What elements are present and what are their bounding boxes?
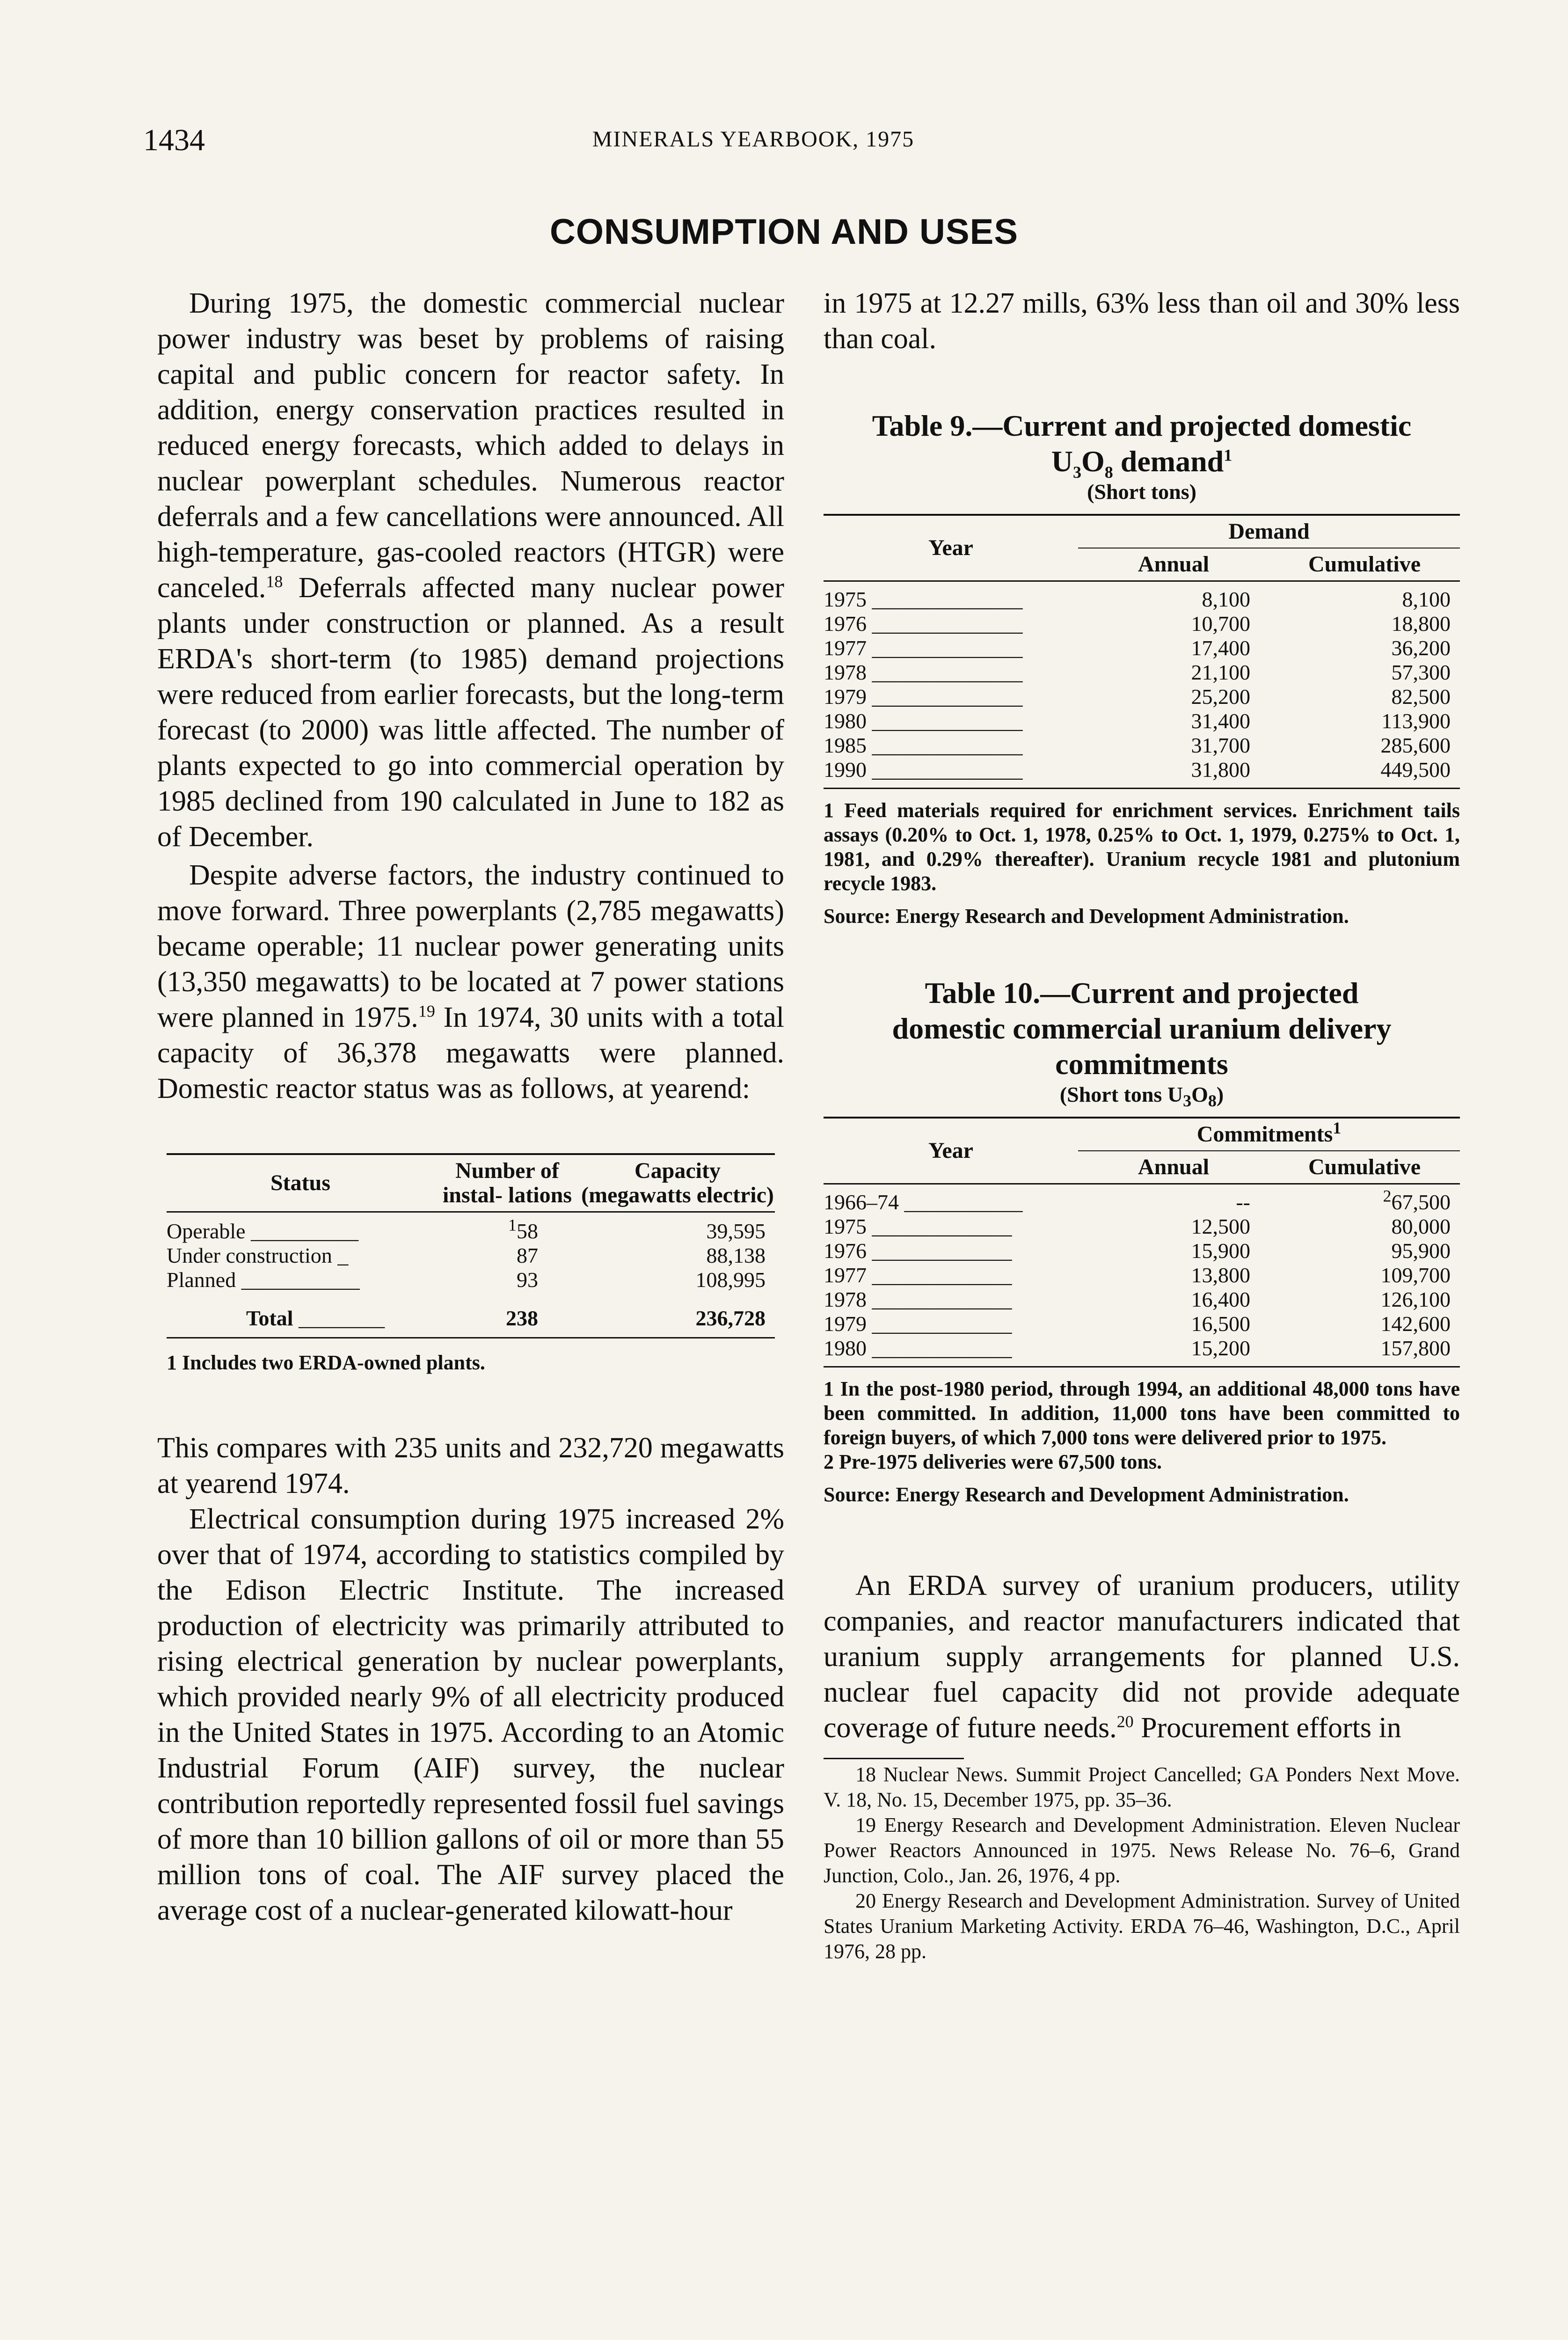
paragraph-continued: in 1975 at 12.27 mills, 63% less than oil and 30% less than coal. bbox=[824, 287, 1460, 355]
total-row bbox=[167, 1306, 775, 1331]
footnote-ref: 2 bbox=[1383, 1186, 1392, 1206]
cell-year: 1976 bbox=[824, 612, 867, 636]
total-number: 238 bbox=[506, 1306, 538, 1330]
col-status: Status bbox=[270, 1170, 331, 1195]
cell-number: 93 bbox=[517, 1268, 538, 1292]
t10-sub-o: O bbox=[1191, 1082, 1208, 1106]
leader-dots: ______________ bbox=[867, 636, 1023, 660]
cell-year: 1980 bbox=[824, 709, 867, 733]
footnote-ref: 1 bbox=[1333, 1119, 1342, 1137]
cell-annual: 16,400 bbox=[1191, 1287, 1250, 1311]
cell-annual: 15,900 bbox=[1191, 1239, 1250, 1263]
leader-dots: ______________ bbox=[867, 758, 1023, 782]
cell-cumulative: 113,900 bbox=[1381, 709, 1451, 733]
cell-annual: 12,500 bbox=[1191, 1214, 1250, 1238]
table-10-title: Table 10.—Current and projected domestic commercial uranium delivery commitments bbox=[892, 976, 1392, 1081]
footnote-ref-18: 18 bbox=[266, 572, 283, 591]
t9-sub-3: 3 bbox=[1072, 462, 1081, 482]
t10-sub-pre: (Short tons U bbox=[1059, 1082, 1183, 1106]
cell-annual: 31,400 bbox=[1191, 709, 1250, 733]
table-row bbox=[824, 709, 1460, 733]
footnote-ref-19: 19 bbox=[418, 1002, 435, 1021]
right-column bbox=[824, 285, 1460, 1964]
footnote-19: 19 Energy Research and Development Administration. Eleven Nuclear Power Reactors Announced in 1975. News Release No. 76–6, Grand Junction, Colo., Jan. 26, 1976, 4 pp. bbox=[824, 1814, 1460, 1887]
t10-sub-3: 3 bbox=[1183, 1091, 1192, 1111]
table-row bbox=[824, 685, 1460, 709]
cell-year: 1979 bbox=[824, 1312, 867, 1336]
leader-dots: __________ bbox=[245, 1219, 359, 1243]
table-row bbox=[824, 1214, 1460, 1239]
cell-cumulative: 82,500 bbox=[1391, 685, 1451, 709]
page-header bbox=[0, 123, 1568, 165]
footnote-ref: 1 bbox=[1224, 446, 1233, 465]
table-row bbox=[824, 758, 1460, 782]
table-10-footnote-2: 2 Pre-1975 deliveries were 67,500 tons. bbox=[824, 1450, 1162, 1473]
cell-cumulative: 157,800 bbox=[1380, 1336, 1451, 1360]
leader-dots: ______________ bbox=[867, 660, 1023, 684]
cell-capacity: 39,595 bbox=[706, 1219, 766, 1243]
cell-annual: 15,200 bbox=[1191, 1336, 1250, 1360]
table-row bbox=[824, 1336, 1460, 1360]
cell-annual: 31,800 bbox=[1191, 758, 1250, 782]
cell-annual: 25,200 bbox=[1191, 685, 1250, 709]
status-table-block bbox=[157, 1153, 784, 1375]
cell-cumulative: 36,200 bbox=[1391, 636, 1451, 660]
table-9-block bbox=[824, 408, 1460, 929]
paragraph-2-text-a: Despite adverse factors, the industry continued to move forward. Three powerplants (2,785 megawatts) became operable; 11 nuclear power generating units (13,350 megawatts) to be located at 7 power stations were planned in 1975. bbox=[157, 859, 784, 1033]
t9-sub-8: 8 bbox=[1104, 462, 1113, 482]
footnote-20: 20 Energy Research and Development Administration. Survey of United States Uranium Marketing Activity. ERDA 76–46, Washington, D.C., April 1976, 28 pp. bbox=[824, 1889, 1460, 1963]
footnote-ref-20: 20 bbox=[1116, 1712, 1134, 1731]
paragraph-5-text-a: An ERDA survey of uranium producers, utility companies, and reactor manufacturers indicated that uranium supply arrangements for planned U.S. nuclear fuel capacity did not provide adequate coverage of future needs. bbox=[824, 1570, 1460, 1744]
table-row bbox=[824, 1263, 1460, 1287]
cell-annual: 16,500 bbox=[1191, 1312, 1250, 1336]
cell-capacity: 88,138 bbox=[706, 1243, 766, 1267]
cell-capacity: 108,995 bbox=[695, 1268, 766, 1292]
table-row bbox=[167, 1243, 775, 1268]
cell-annual: 8,100 bbox=[1202, 587, 1250, 611]
cell-annual: -- bbox=[1236, 1190, 1250, 1214]
col-number: Number of instal- lations bbox=[442, 1158, 572, 1207]
status-table-header bbox=[167, 1154, 775, 1212]
leader-dots: _____________ bbox=[867, 1239, 1012, 1263]
paragraph-1-text-b: Deferrals affected many nuclear power plants under construction or planned. As a result ERDA's short-term (to 1985) demand projections were reduced from earlier forecasts, but the long-term forecast (to 2000) was little affected. The number of plants expected to go into commercial operation by 1985 declined from 190 calculated in June to 182 as of December. bbox=[157, 572, 784, 853]
t10-sub-post: ) bbox=[1216, 1082, 1224, 1106]
footnotes bbox=[824, 1762, 1460, 1964]
row-label: Operable bbox=[167, 1219, 246, 1243]
table-row bbox=[824, 660, 1460, 685]
table-row bbox=[824, 1239, 1460, 1263]
table-9-body bbox=[824, 581, 1460, 789]
total-label: Total bbox=[246, 1306, 293, 1330]
table-row bbox=[824, 1312, 1460, 1336]
cell-year: 1990 bbox=[824, 758, 867, 782]
cell-annual: 21,100 bbox=[1191, 660, 1250, 684]
paragraph-1 bbox=[157, 285, 784, 855]
cell-year: 1966–74 bbox=[824, 1190, 899, 1214]
table-10 bbox=[824, 1117, 1460, 1367]
cell-annual: 13,800 bbox=[1191, 1263, 1250, 1287]
col-group-demand: Demand bbox=[1078, 515, 1460, 548]
table-row bbox=[824, 1190, 1460, 1214]
table-10-footnote-1: 1 In the post-1980 period, through 1994, an additional 48,000 tons have been committed. In addition, 11,000 tons have been committed to foreign buyers, of which 7,000 tons were delivered prior to 1975. bbox=[824, 1377, 1460, 1449]
table-9-footnote: 1 Feed materials required for enrichment services. Enrichment tails assays (0.20% to Oct. 1, 1978, 0.25% to Oct. 1, 1979, 0.275% to Oct. 1, 1981, and 0.29% thereafter). Uranium recycle 1981 and plutonium recycle 1983. bbox=[824, 799, 1460, 895]
cell-year: 1985 bbox=[824, 733, 867, 757]
t9-o: O bbox=[1081, 445, 1105, 478]
t10-sub-8: 8 bbox=[1208, 1091, 1217, 1111]
cell-cumulative: 109,700 bbox=[1380, 1263, 1451, 1287]
col-capacity: Capacity (megawatts electric) bbox=[581, 1158, 774, 1207]
cell-year: 1980 bbox=[824, 1336, 867, 1360]
cell-annual: 10,700 bbox=[1191, 612, 1250, 636]
table-9-source: Source: Energy Research and Development Administration. bbox=[824, 905, 1349, 928]
cell-year: 1975 bbox=[824, 587, 867, 611]
table-row bbox=[824, 1287, 1460, 1312]
leader-dots: _____________ bbox=[867, 1287, 1012, 1311]
leader-dots: ______________ bbox=[867, 612, 1023, 636]
col-group-commitments bbox=[1078, 1118, 1460, 1151]
cell-cumulative: 18,800 bbox=[1391, 612, 1451, 636]
col-cumulative: Cumulative bbox=[1308, 1155, 1421, 1179]
leader-dots: ________ bbox=[293, 1306, 385, 1330]
status-table-footnote: 1 Includes two ERDA-owned plants. bbox=[167, 1351, 485, 1374]
table-row bbox=[824, 612, 1460, 636]
leader-dots: ___________ bbox=[236, 1268, 360, 1292]
paragraph-4: Electrical consumption during 1975 increased 2% over that of 1974, according to statistics compiled by the Edison Electric Institute. The increased production of electricity was primarily attributed to rising electrical generation by nuclear powerplants, which provided nearly 9% of all electricity produced in the United States in 1975. According to an Atomic Industrial Forum (AIF) survey, the nuclear contribution reportedly represented fossil fuel savings of more than 10 billion gallons of oil or more than 55 million tons of coal. The AIF survey placed the average cost of a nuclear-generated kilowatt-hour bbox=[157, 1503, 784, 1926]
leader-dots: ______________ bbox=[867, 733, 1023, 757]
cell-year: 1979 bbox=[824, 685, 867, 709]
t9-demand: demand bbox=[1113, 445, 1224, 478]
cell-cumulative: 126,100 bbox=[1380, 1287, 1451, 1311]
section-title: CONSUMPTION AND USES bbox=[549, 212, 1019, 252]
cell-cumulative: 57,300 bbox=[1391, 660, 1451, 684]
cell-number: 58 bbox=[517, 1219, 538, 1243]
cell-cumulative: 8,100 bbox=[1402, 587, 1451, 611]
cell-annual: 31,700 bbox=[1191, 733, 1250, 757]
col-annual: Annual bbox=[1138, 552, 1210, 577]
table-9-title-line-2 bbox=[824, 444, 1460, 482]
table-row bbox=[167, 1219, 775, 1243]
leader-dots: ______________ bbox=[867, 709, 1023, 733]
col-annual: Annual bbox=[1138, 1155, 1210, 1179]
cell-annual: 17,400 bbox=[1191, 636, 1250, 660]
running-head: MINERALS YEARBOOK, 1975 bbox=[592, 127, 915, 152]
footnote-divider bbox=[824, 1758, 964, 1759]
table-9-subtitle: (Short tons) bbox=[1087, 480, 1196, 504]
table-row bbox=[824, 587, 1460, 612]
total-capacity: 236,728 bbox=[695, 1306, 766, 1330]
cell-number: 87 bbox=[517, 1243, 538, 1267]
cell-year: 1978 bbox=[824, 660, 867, 684]
cell-year: 1976 bbox=[824, 1239, 867, 1263]
paragraph-3: This compares with 235 units and 232,720 megawatts at yearend 1974. bbox=[157, 1432, 784, 1499]
status-table bbox=[167, 1153, 775, 1338]
leader-dots: _____________ bbox=[867, 1263, 1012, 1287]
footnote-18: 18 Nuclear News. Summit Project Cancelled; GA Ponders Next Move. V. 18, No. 15, December 1975, pp. 35–36. bbox=[824, 1763, 1460, 1811]
table-10-block bbox=[824, 975, 1460, 1507]
table-10-body bbox=[824, 1184, 1460, 1367]
table-9-title-line-1: Table 9.—Current and projected domestic bbox=[872, 409, 1412, 442]
leader-dots: _____________ bbox=[867, 1336, 1012, 1360]
col-year: Year bbox=[824, 1118, 1078, 1184]
paragraph-2-text-b: In 1974, 30 units with a total capacity of 36,378 megawatts were planned. Domestic reactor status was as follows, at yearend: bbox=[157, 1002, 784, 1104]
row-label: Planned bbox=[167, 1268, 236, 1292]
leader-dots: ______________ bbox=[867, 685, 1023, 709]
t9-u: U bbox=[1051, 445, 1073, 478]
table-row bbox=[824, 733, 1460, 758]
table-row bbox=[824, 636, 1460, 660]
row-label: Under construction bbox=[167, 1243, 332, 1267]
paragraph-2 bbox=[157, 857, 784, 1106]
paragraph-5 bbox=[824, 1568, 1460, 1746]
paragraph-1-text-a: During 1975, the domestic commercial nuclear power industry was beset by problems of raising capital and public concern for reactor safety. In addition, energy conservation practices resulted in reduced energy forecasts, which added to delays in nuclear powerplant schedules. Numerous reactor deferrals and a few cancellations were announced. All high-temperature, gas-cooled reactors (HTGR) were canceled. bbox=[157, 287, 784, 604]
paragraph-5-text-b: Procurement efforts in bbox=[1133, 1712, 1401, 1744]
leader-dots: ______________ bbox=[867, 587, 1023, 611]
cell-cumulative: 449,500 bbox=[1380, 758, 1451, 782]
table-10-source: Source: Energy Research and Development Administration. bbox=[824, 1483, 1349, 1506]
leader-dots: ___________ bbox=[899, 1190, 1023, 1214]
page-number: 1434 bbox=[143, 123, 205, 157]
cell-cumulative: 80,000 bbox=[1391, 1214, 1451, 1238]
cell-year: 1978 bbox=[824, 1287, 867, 1311]
cell-year: 1977 bbox=[824, 1263, 867, 1287]
col-year: Year bbox=[824, 515, 1078, 581]
table-row bbox=[167, 1268, 775, 1292]
leader-dots: _____________ bbox=[867, 1214, 1012, 1238]
cell-cumulative: 285,600 bbox=[1380, 733, 1451, 757]
left-column bbox=[157, 285, 784, 1928]
cell-cumulative: 142,600 bbox=[1380, 1312, 1451, 1336]
leader-dots: _____________ bbox=[867, 1312, 1012, 1336]
cell-year: 1975 bbox=[824, 1214, 867, 1238]
cell-cumulative: 95,900 bbox=[1391, 1239, 1451, 1263]
leader-dots: _ bbox=[332, 1243, 349, 1267]
col-cumulative: Cumulative bbox=[1308, 552, 1421, 577]
cell-year: 1977 bbox=[824, 636, 867, 660]
footnote-ref: 1 bbox=[508, 1215, 517, 1235]
commitments-label: Commitments bbox=[1196, 1122, 1333, 1147]
table-9 bbox=[824, 514, 1460, 789]
table-10-subtitle bbox=[824, 1082, 1460, 1111]
cell-cumulative: 67,500 bbox=[1391, 1190, 1451, 1214]
